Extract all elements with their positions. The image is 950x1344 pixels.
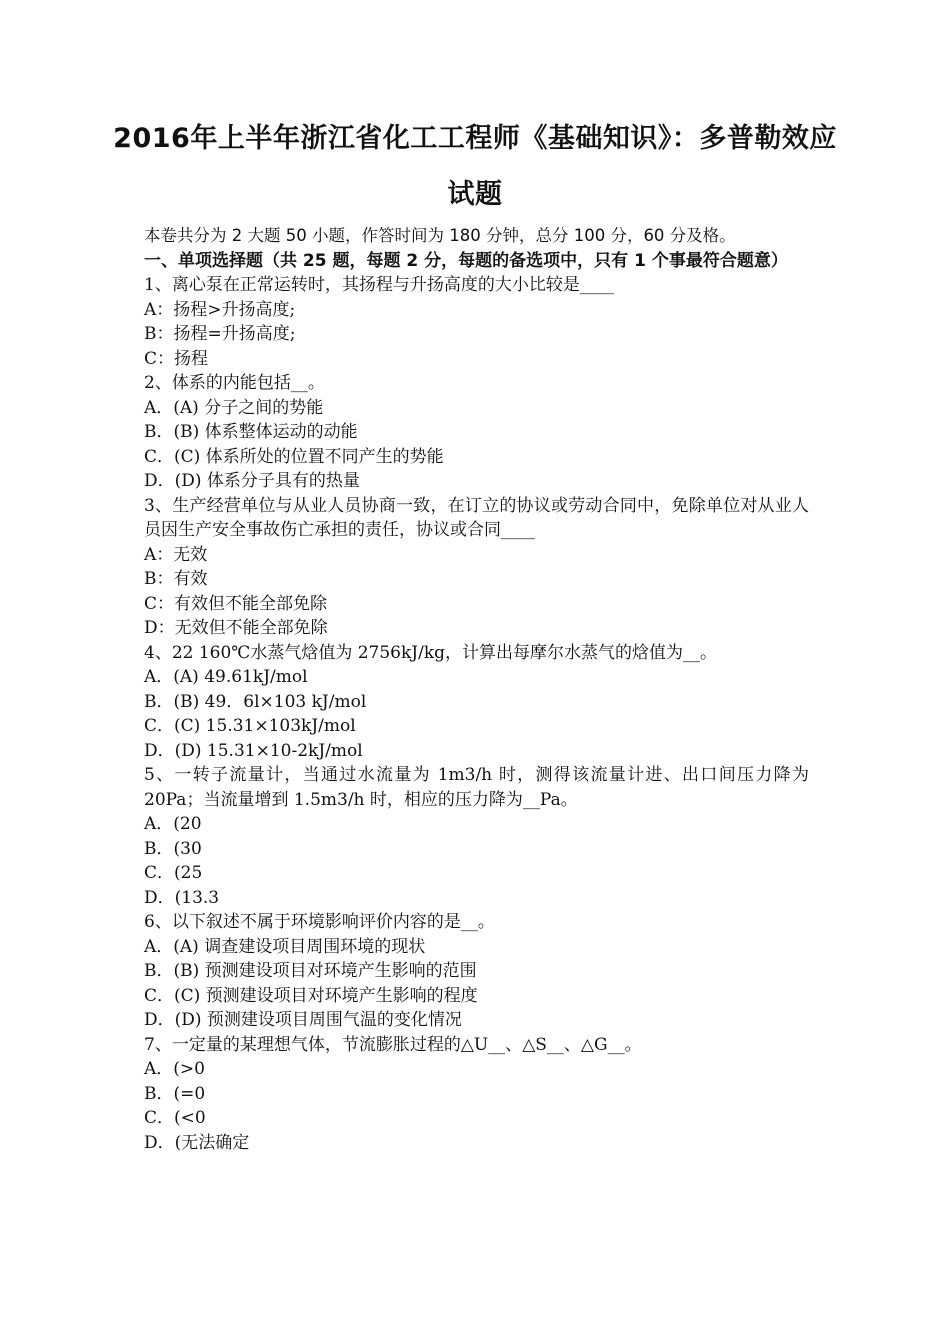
document-title-line1: 2016年上半年浙江省化工工程师《基础知识》：多普勒效应 [113,123,837,154]
question-option: A．(20 [144,814,202,834]
question-stem: 6、以下叙述不属于环境影响评价内容的是__。 [144,912,495,932]
question-option: B．(=0 [144,1083,206,1104]
question-option: A．(>0 [144,1059,205,1079]
question-option: D．(D) 体系分子具有的热量 [144,471,360,491]
question-option: C．(<0 [144,1108,206,1128]
question-option: D：无效但不能全部免除 [144,618,328,638]
question-stem: 5、一转子流量计，当通过水流量为 1m3/h 时，测得该流量计进、出口间压力降为 20Pa；当流量增到 1.5m3/h 时，相应的压力降为__Pa。 [144,765,809,810]
question-option: C．(25 [144,863,203,883]
document-title-line2: 试题 [447,179,503,210]
question-option: C：扬程 [144,348,209,369]
question-option: B．(30 [144,838,202,859]
question-stem: 1、离心泵在正常运转时，其扬程与升扬高度的大小比较是____ [144,275,614,295]
question-option: D．(无法确定 [144,1132,250,1153]
document-body [144,224,809,1155]
question-option: B：有效 [144,569,208,589]
question-option: B．(B) 体系整体运动的动能 [144,422,358,442]
question-stem: 2、体系的内能包括__。 [144,373,325,393]
question-option: B．(B) 49．6l×103 kJ/mol [144,691,367,712]
question-stem: 4、22 160℃水蒸气焓值为 2756kJ/kg，计算出每摩尔水蒸气的焓值为__。 [144,642,718,663]
question-option: C．(C) 体系所处的位置不同产生的势能 [144,446,444,467]
question-option: A．(A) 49.61kJ/mol [144,667,308,687]
question-option: A：扬程>升扬高度; [144,299,296,320]
question-option: C．(C) 15.31×103kJ/mol [144,716,356,736]
question-option: B．(B) 预测建设项目对环境产生影响的范围 [144,961,477,981]
question-option: B：扬程=升扬高度; [144,324,296,344]
question-option: D．(D) 预测建设项目周围气温的变化情况 [144,1010,462,1030]
question-option: A．(A) 分子之间的势能 [144,397,324,418]
question-option: D．(D) 15.31×10-2kJ/mol [144,740,363,761]
question-option: C：有效但不能全部免除 [144,593,328,614]
question-stem: 7、一定量的某理想气体，节流膨胀过程的△U__、△S__、△G__。 [144,1034,642,1055]
exam-intro: 本卷共分为 2 大题 50 小题，作答时间为 180 分钟，总分 100 分，60 分及格。 [144,226,736,245]
question-stem: 3、生产经营单位与从业人员协商一致，在订立的协议或劳动合同中，免除单位对从业人员因生产安全事故伤亡承担的责任，协议或合同____ [144,495,809,540]
section-heading: 一、单项选择题（共 25 题，每题 2 分，每题的备选项中，只有 1 个事最符合题意） [144,250,788,271]
question-option: C．(C) 预测建设项目对环境产生影响的程度 [144,985,478,1006]
question-option: A．(A) 调查建设项目周围环境的现状 [144,936,426,957]
question-option: D．(13.3 [144,887,220,908]
question-option: A：无效 [144,544,208,565]
